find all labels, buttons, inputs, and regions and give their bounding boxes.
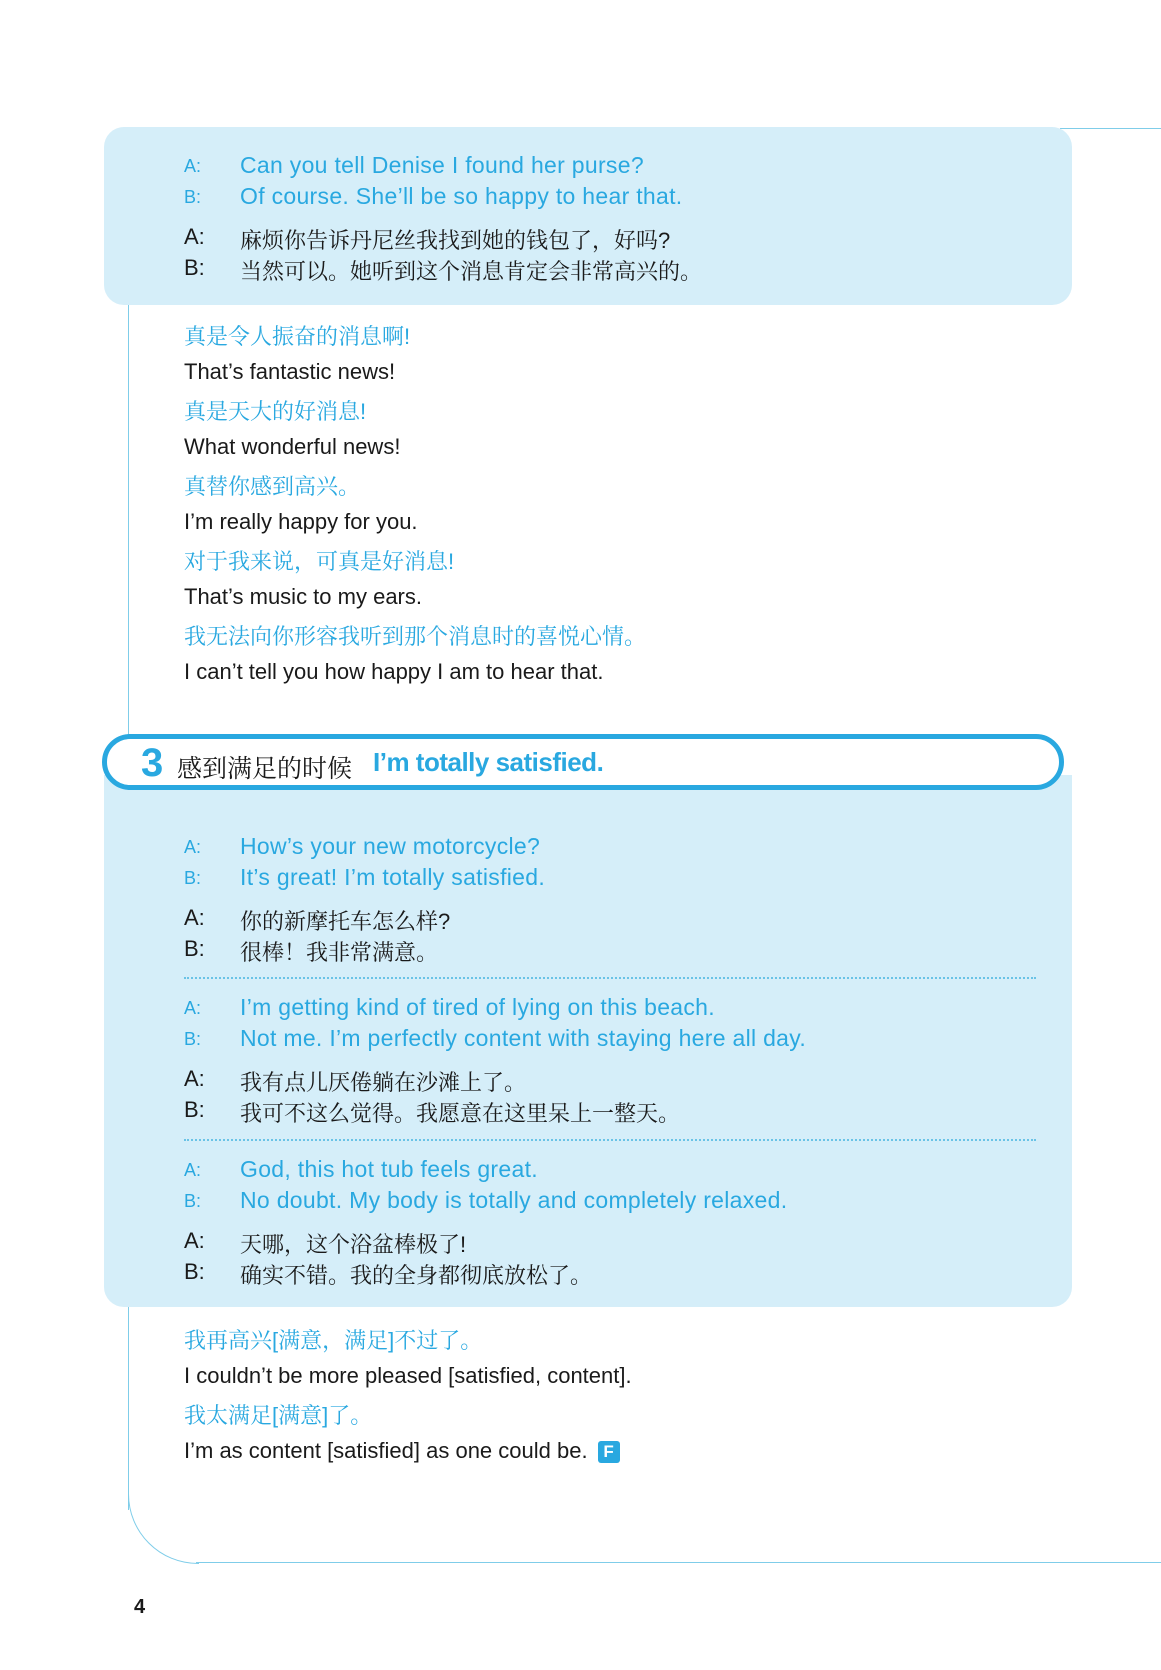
phrase-item bbox=[184, 1324, 632, 1389]
phrase-cn: 真是天大的好消息! bbox=[184, 399, 367, 424]
speaker-label: B: bbox=[184, 868, 202, 888]
dialog-text-en: Can you tell Denise I found her purse? bbox=[240, 152, 644, 178]
frame-corner bbox=[128, 1458, 199, 1564]
speaker-label: B: bbox=[184, 1097, 205, 1122]
phrase-item bbox=[184, 620, 646, 685]
dialog-text-zh: 我可不这么觉得。我愿意在这里呆上一整天。 bbox=[240, 1101, 681, 1126]
phrase-item bbox=[184, 395, 400, 460]
phrase-cn: 对于我来说，可真是好消息! bbox=[184, 549, 455, 574]
speaker-label: A: bbox=[184, 1066, 205, 1091]
phrase-en: I can’t tell you how happy I am to hear that. bbox=[184, 659, 604, 684]
dotted-separator bbox=[184, 1139, 1036, 1141]
speaker-label: A: bbox=[184, 837, 202, 857]
phrase-en: That’s fantastic news! bbox=[184, 359, 396, 384]
phrase-en bbox=[184, 1438, 620, 1464]
dialog-text-zh: 麻烦你告诉丹尼丝我找到她的钱包了，好吗? bbox=[240, 228, 671, 253]
phrase-cn: 我无法向你形容我听到那个消息时的喜悦心情。 bbox=[184, 624, 647, 649]
dialog-text-en: No doubt. My body is totally and completely relaxed. bbox=[240, 1187, 788, 1213]
dialog-text-en: Not me. I’m perfectly content with staying here all day. bbox=[240, 1025, 807, 1051]
speaker-label: A: bbox=[184, 224, 205, 249]
speaker-label: A: bbox=[184, 1160, 202, 1180]
dialog-text-en: I’m getting kind of tired of lying on this beach. bbox=[240, 994, 715, 1020]
dialog-text-en: God, this hot tub feels great. bbox=[240, 1156, 538, 1182]
phrase-en: I’m really happy for you. bbox=[184, 509, 418, 534]
section-number: 3 bbox=[141, 741, 164, 785]
speaker-label: B: bbox=[184, 1191, 202, 1211]
dialog-text-zh: 我有点儿厌倦躺在沙滩上了。 bbox=[240, 1070, 527, 1095]
section-title-cn: 感到满足的时候 bbox=[177, 755, 353, 783]
phrase-item bbox=[184, 1399, 620, 1464]
phrase-item bbox=[184, 545, 454, 610]
phrase-cn: 真替你感到高兴。 bbox=[184, 474, 361, 499]
frame-line-bottom bbox=[196, 1562, 1161, 1563]
dotted-separator bbox=[184, 977, 1036, 979]
phrase-en: What wonderful news! bbox=[184, 434, 401, 459]
speaker-label: B: bbox=[184, 255, 205, 280]
frame-line-top bbox=[1060, 128, 1161, 129]
dialog-text-en: How’s your new motorcycle? bbox=[240, 833, 541, 859]
speaker-label: A: bbox=[184, 1228, 205, 1253]
phrase-item bbox=[184, 470, 418, 535]
dialog-text-en: Of course. She’ll be so happy to hear that. bbox=[240, 183, 683, 209]
speaker-label: A: bbox=[184, 905, 205, 930]
speaker-label: B: bbox=[184, 936, 205, 961]
phrase-en-text: I’m as content [satisfied] as one could be. bbox=[184, 1438, 588, 1463]
dialog-text-zh: 很棒！我非常满意。 bbox=[240, 940, 439, 965]
dialog-text-en: It’s great! I’m totally satisfied. bbox=[240, 864, 546, 890]
section-title-en: I’m totally satisfied. bbox=[373, 747, 604, 777]
phrase-cn: 我太满足[满意]了。 bbox=[184, 1403, 373, 1428]
speaker-label: B: bbox=[184, 1029, 202, 1049]
speaker-label: A: bbox=[184, 156, 202, 176]
phrase-cn: 真是令人振奋的消息啊! bbox=[184, 324, 411, 349]
phrase-en: I couldn’t be more pleased [satisfied, content]. bbox=[184, 1363, 632, 1388]
speaker-label: B: bbox=[184, 1259, 205, 1284]
page-number: 4 bbox=[134, 1596, 146, 1618]
phrase-cn: 我再高兴[满意，满足]不过了。 bbox=[184, 1328, 483, 1353]
dialog-text-zh: 当然可以。她听到这个消息肯定会非常高兴的。 bbox=[240, 259, 703, 284]
dialog-text-zh: 天哪，这个浴盆棒极了! bbox=[240, 1232, 467, 1257]
dialog-text-zh: 确实不错。我的全身都彻底放松了。 bbox=[240, 1263, 593, 1288]
speaker-label: B: bbox=[184, 187, 202, 207]
f-badge-icon: F bbox=[598, 1441, 620, 1463]
dialog-text-zh: 你的新摩托车怎么样? bbox=[240, 909, 451, 934]
speaker-label: A: bbox=[184, 998, 202, 1018]
section-header bbox=[102, 734, 1064, 790]
phrase-en: That’s music to my ears. bbox=[184, 584, 422, 609]
phrase-item bbox=[184, 320, 410, 385]
